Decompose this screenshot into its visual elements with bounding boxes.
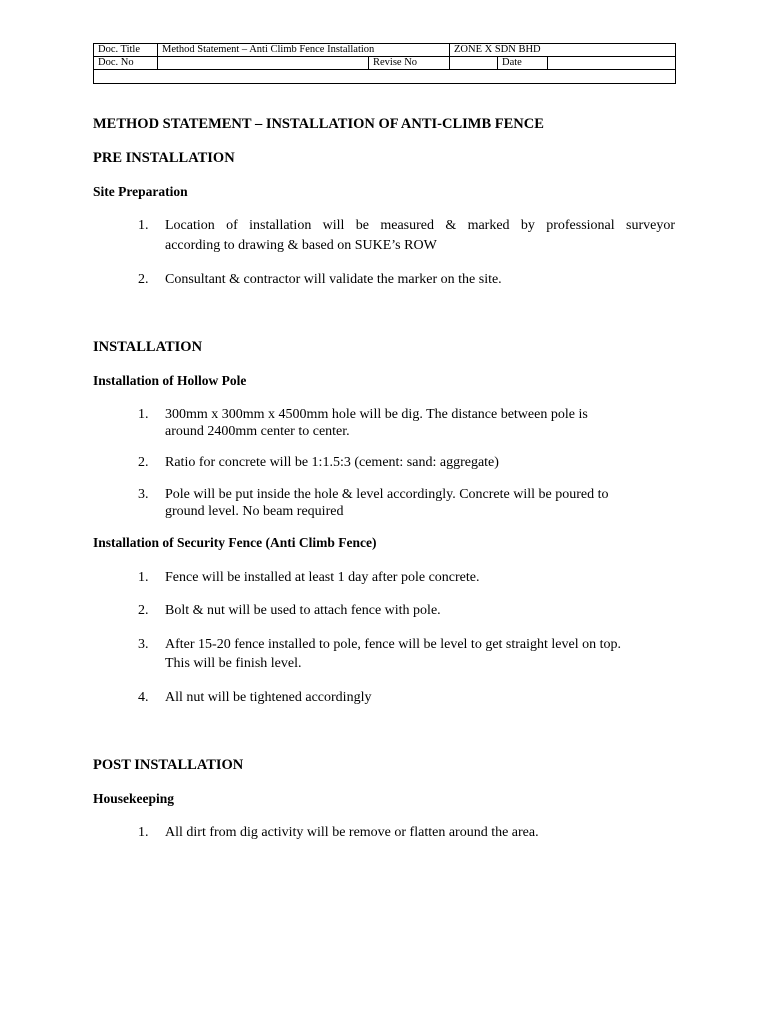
list-item: [138, 689, 675, 707]
list-item-number: 3.: [138, 637, 149, 652]
list-item-number: 4.: [138, 690, 149, 705]
list-item: [138, 217, 675, 255]
revise-no-value: [450, 57, 498, 70]
list-item-number: 2.: [138, 272, 149, 287]
list-item-number: 1.: [138, 570, 149, 585]
list-item-text-line2: according to drawing & based on SUKE’s ROW: [165, 238, 437, 253]
section-heading-pre-installation: PRE INSTALLATION: [93, 150, 235, 166]
revise-no-label: Revise No: [368, 57, 449, 69]
header-blank-cell: [94, 70, 676, 84]
date-label: Date: [498, 57, 548, 70]
date-value: [548, 57, 676, 70]
doc-no-value: [158, 57, 368, 69]
section-heading-post-installation: POST INSTALLATION: [93, 757, 244, 773]
doc-no-cell: [158, 57, 450, 70]
list-item-text-line1: Fence will be installed at least 1 day after pole concrete.: [165, 570, 480, 585]
list-item-number: 1.: [138, 407, 149, 422]
list-item: [138, 824, 675, 842]
list-item: [138, 406, 675, 442]
list-item-text-line1: Consultant & contractor will validate the marker on the site.: [165, 272, 502, 287]
list-item-text-line2: ground level. No beam required: [165, 504, 344, 519]
subheading-security-fence: Installation of Security Fence (Anti Climb Fence): [93, 535, 377, 550]
list-item: [138, 454, 675, 472]
list-item: [138, 271, 675, 289]
document-title: METHOD STATEMENT – INSTALLATION OF ANTI-CLIMB FENCE: [93, 116, 544, 132]
list-item-number: 1.: [138, 218, 149, 233]
doc-title-label: Doc. Title: [94, 44, 158, 57]
header-row-meta: [94, 57, 676, 70]
list-item-number: 3.: [138, 487, 149, 502]
list-item-text-line1: Location of installation will be measured & marked by professional surveyor: [165, 218, 675, 233]
list-item-text-line1: All dirt from dig activity will be remove or flatten around the area.: [165, 825, 539, 840]
document-header-table: [93, 43, 676, 84]
list-item-number: 2.: [138, 603, 149, 618]
list-item: [138, 602, 675, 620]
doc-no-label: Doc. No: [94, 57, 158, 70]
subheading-housekeeping: Housekeeping: [93, 791, 175, 806]
section-heading-installation: INSTALLATION: [93, 339, 203, 355]
list-item-text-line1: All nut will be tightened accordingly: [165, 690, 372, 705]
list-item-text-line2: around 2400mm center to center.: [165, 424, 350, 439]
list-item-text-line2: This will be finish level.: [165, 656, 302, 671]
list-item-text-line1: Bolt & nut will be used to attach fence with pole.: [165, 603, 441, 618]
header-row-blank: [94, 70, 676, 84]
list-item-number: 1.: [138, 825, 149, 840]
list-item-text-line1: 300mm x 300mm x 4500mm hole will be dig. The distance between pole is: [165, 407, 588, 422]
subheading-hollow-pole: Installation of Hollow Pole: [93, 373, 247, 388]
list-item: [138, 569, 675, 587]
list-item-text-line1: Pole will be put inside the hole & level accordingly. Concrete will be poured to: [165, 487, 609, 502]
header-row-title: [94, 44, 676, 57]
subheading-site-preparation: Site Preparation: [93, 184, 188, 199]
company-name: ZONE X SDN BHD: [450, 44, 676, 57]
list-item-text-line1: After 15-20 fence installed to pole, fence will be level to get straight level on top.: [165, 637, 622, 652]
list-item-text-line1: Ratio for concrete will be 1:1.5:3 (cement: sand: aggregate): [165, 455, 499, 470]
list-item: [138, 636, 675, 674]
list-item-number: 2.: [138, 455, 149, 470]
list-item: [138, 486, 675, 522]
doc-title-value: Method Statement – Anti Climb Fence Installation: [158, 44, 450, 57]
